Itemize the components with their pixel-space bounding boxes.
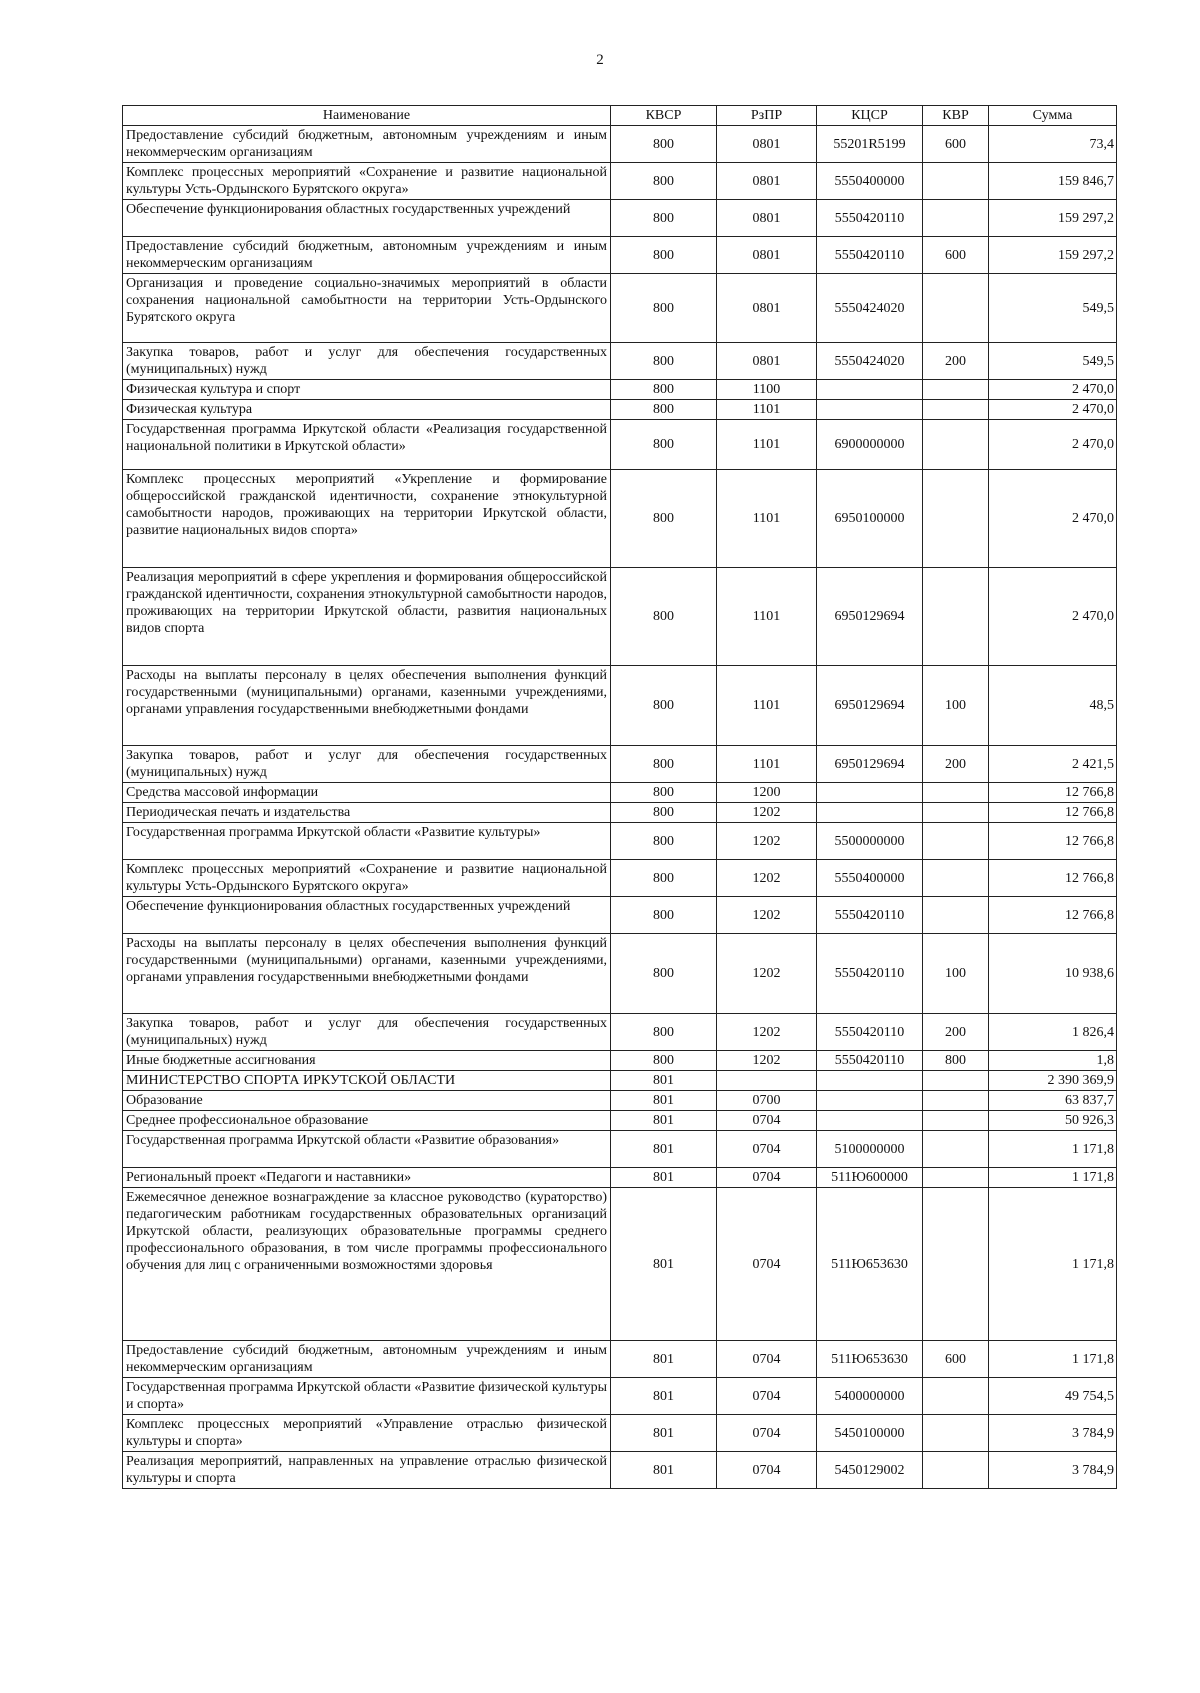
cell-name: Предоставление субсидий бюджетным, автономным учреждениям и иным некоммерческим организациям	[123, 1341, 611, 1378]
cell-kcsr: 5550400000	[817, 163, 923, 200]
cell-name: Государственная программа Иркутской области «Развитие образования»	[123, 1131, 611, 1168]
cell-rzpr: 0704	[717, 1341, 817, 1378]
cell-name: Обеспечение функционирования областных государственных учреждений	[123, 897, 611, 934]
cell-rzpr: 1101	[717, 746, 817, 783]
table-row	[123, 1091, 1117, 1111]
table-row	[123, 1378, 1117, 1415]
cell-kcsr: 6950129694	[817, 568, 923, 666]
cell-rzpr: 0704	[717, 1131, 817, 1168]
cell-sum: 49 754,5	[989, 1378, 1117, 1415]
cell-kvsr: 800	[611, 163, 717, 200]
cell-kvr: 200	[923, 343, 989, 380]
cell-name: Закупка товаров, работ и услуг для обеспечения государственных (муниципальных) нужд	[123, 746, 611, 783]
cell-name: Образование	[123, 1091, 611, 1111]
cell-rzpr: 1202	[717, 803, 817, 823]
cell-kcsr	[817, 783, 923, 803]
header-sum: Сумма	[989, 106, 1117, 126]
cell-kvsr: 801	[611, 1071, 717, 1091]
table-row	[123, 1452, 1117, 1489]
cell-sum: 1,8	[989, 1051, 1117, 1071]
table-row	[123, 568, 1117, 666]
cell-sum: 549,5	[989, 343, 1117, 380]
table-row	[123, 897, 1117, 934]
cell-kvr: 600	[923, 126, 989, 163]
table-row	[123, 400, 1117, 420]
cell-kcsr: 6950129694	[817, 666, 923, 746]
cell-kvr	[923, 1378, 989, 1415]
cell-name: Комплекс процессных мероприятий «Укрепление и формирование общероссийской гражданской идентичности, сохранение этнокультурной самобытности народов, проживающих на территории Иркутской области, развитие национальных видов спорта»	[123, 470, 611, 568]
cell-kvr	[923, 568, 989, 666]
cell-kvr	[923, 400, 989, 420]
cell-kvsr: 800	[611, 274, 717, 343]
header-kcsr: КЦСР	[817, 106, 923, 126]
cell-kvsr: 800	[611, 343, 717, 380]
table-row	[123, 783, 1117, 803]
cell-kvsr: 801	[611, 1341, 717, 1378]
cell-sum: 2 470,0	[989, 380, 1117, 400]
header-kvsr: КВСР	[611, 106, 717, 126]
cell-sum: 1 171,8	[989, 1341, 1117, 1378]
table-row	[123, 1111, 1117, 1131]
table-row	[123, 274, 1117, 343]
table-row	[123, 1341, 1117, 1378]
table-row	[123, 803, 1117, 823]
cell-sum: 2 470,0	[989, 568, 1117, 666]
cell-name: Реализация мероприятий в сфере укрепления и формирования общероссийской гражданской идентичности, сохранения этнокультурной самобытности народов, проживающих на территории Иркутской области, развития национальных видов спорта	[123, 568, 611, 666]
cell-kvsr: 800	[611, 1051, 717, 1071]
table-row	[123, 860, 1117, 897]
cell-kvr: 200	[923, 1014, 989, 1051]
cell-name: Комплекс процессных мероприятий «Сохранение и развитие национальной культуры Усть-Ордынского Бурятского округа»	[123, 163, 611, 200]
table-row	[123, 1071, 1117, 1091]
cell-kcsr: 6950100000	[817, 470, 923, 568]
cell-sum: 1 171,8	[989, 1188, 1117, 1341]
cell-kvr	[923, 860, 989, 897]
table-row	[123, 1014, 1117, 1051]
cell-kvr	[923, 1188, 989, 1341]
cell-sum: 1 171,8	[989, 1131, 1117, 1168]
cell-kvsr: 801	[611, 1091, 717, 1111]
cell-kvsr: 800	[611, 823, 717, 860]
cell-kvsr: 801	[611, 1378, 717, 1415]
cell-rzpr: 1202	[717, 860, 817, 897]
table-row	[123, 1188, 1117, 1341]
table-row	[123, 823, 1117, 860]
cell-sum: 48,5	[989, 666, 1117, 746]
cell-name: Закупка товаров, работ и услуг для обеспечения государственных (муниципальных) нужд	[123, 343, 611, 380]
cell-kvr	[923, 420, 989, 470]
table-row	[123, 237, 1117, 274]
cell-kvsr: 800	[611, 1014, 717, 1051]
table-row	[123, 126, 1117, 163]
cell-rzpr: 1101	[717, 470, 817, 568]
cell-kcsr: 5550424020	[817, 274, 923, 343]
cell-kvsr: 800	[611, 420, 717, 470]
table-row	[123, 163, 1117, 200]
cell-rzpr: 0704	[717, 1378, 817, 1415]
cell-kvr	[923, 897, 989, 934]
cell-kvsr: 800	[611, 568, 717, 666]
cell-kvr: 100	[923, 934, 989, 1014]
cell-kvsr: 800	[611, 126, 717, 163]
cell-name: Физическая культура	[123, 400, 611, 420]
cell-name: Комплекс процессных мероприятий «Сохранение и развитие национальной культуры Усть-Ордынского Бурятского округа»	[123, 860, 611, 897]
table-row	[123, 343, 1117, 380]
cell-kcsr	[817, 1111, 923, 1131]
cell-kvr	[923, 274, 989, 343]
cell-kvr	[923, 1091, 989, 1111]
cell-name: Среднее профессиональное образование	[123, 1111, 611, 1131]
cell-kvr	[923, 783, 989, 803]
cell-rzpr: 1101	[717, 420, 817, 470]
table-row	[123, 666, 1117, 746]
cell-kvsr: 800	[611, 934, 717, 1014]
cell-sum: 3 784,9	[989, 1452, 1117, 1489]
cell-sum: 549,5	[989, 274, 1117, 343]
cell-kcsr: 511Ю653630	[817, 1341, 923, 1378]
cell-name: МИНИСТЕРСТВО СПОРТА ИРКУТСКОЙ ОБЛАСТИ	[123, 1071, 611, 1091]
cell-kcsr	[817, 380, 923, 400]
cell-sum: 159 297,2	[989, 200, 1117, 237]
cell-kcsr: 511Ю600000	[817, 1168, 923, 1188]
cell-rzpr: 0801	[717, 343, 817, 380]
cell-kcsr	[817, 1091, 923, 1111]
table-row	[123, 1131, 1117, 1168]
cell-name: Средства массовой информации	[123, 783, 611, 803]
header-kvr: КВР	[923, 106, 989, 126]
cell-kvsr: 801	[611, 1168, 717, 1188]
cell-name: Предоставление субсидий бюджетным, автономным учреждениям и иным некоммерческим организациям	[123, 237, 611, 274]
cell-kvsr: 801	[611, 1111, 717, 1131]
cell-kvr	[923, 1168, 989, 1188]
cell-sum: 2 470,0	[989, 420, 1117, 470]
table-row	[123, 1415, 1117, 1452]
cell-kcsr: 5550420110	[817, 934, 923, 1014]
cell-kvsr: 800	[611, 803, 717, 823]
cell-kcsr: 5550420110	[817, 897, 923, 934]
cell-kvsr: 801	[611, 1188, 717, 1341]
cell-sum: 1 171,8	[989, 1168, 1117, 1188]
cell-kcsr: 5550424020	[817, 343, 923, 380]
table-row	[123, 420, 1117, 470]
cell-sum: 10 938,6	[989, 934, 1117, 1014]
cell-name: Периодическая печать и издательства	[123, 803, 611, 823]
cell-kvr	[923, 823, 989, 860]
cell-rzpr: 1202	[717, 897, 817, 934]
cell-kcsr: 511Ю653630	[817, 1188, 923, 1341]
cell-sum: 73,4	[989, 126, 1117, 163]
cell-kcsr	[817, 1071, 923, 1091]
cell-kcsr: 5550420110	[817, 237, 923, 274]
cell-kvsr: 800	[611, 897, 717, 934]
cell-kvr: 100	[923, 666, 989, 746]
cell-sum: 1 826,4	[989, 1014, 1117, 1051]
cell-rzpr: 0704	[717, 1111, 817, 1131]
cell-kvsr: 800	[611, 237, 717, 274]
cell-kvsr: 800	[611, 200, 717, 237]
cell-name: Обеспечение функционирования областных государственных учреждений	[123, 200, 611, 237]
cell-kcsr: 6950129694	[817, 746, 923, 783]
cell-name: Закупка товаров, работ и услуг для обеспечения государственных (муниципальных) нужд	[123, 1014, 611, 1051]
cell-sum: 12 766,8	[989, 860, 1117, 897]
cell-sum: 12 766,8	[989, 897, 1117, 934]
cell-rzpr: 0704	[717, 1168, 817, 1188]
cell-kvr: 600	[923, 1341, 989, 1378]
cell-kvr: 200	[923, 746, 989, 783]
cell-name: Ежемесячное денежное вознаграждение за классное руководство (кураторство) педагогическим работникам государственных образовательных организаций Иркутской области, реализующих образовательные программы среднего профессионального образования, в том числе программы профессионального обучения для лиц с ограниченными возможностями здоровья	[123, 1188, 611, 1341]
cell-sum: 12 766,8	[989, 783, 1117, 803]
cell-name: Комплекс процессных мероприятий «Управление отраслью физической культуры и спорта»	[123, 1415, 611, 1452]
cell-rzpr: 0801	[717, 126, 817, 163]
cell-sum: 159 297,2	[989, 237, 1117, 274]
cell-sum: 2 470,0	[989, 400, 1117, 420]
cell-kvsr: 800	[611, 746, 717, 783]
header-name: Наименование	[123, 106, 611, 126]
cell-kcsr: 5550420110	[817, 1051, 923, 1071]
cell-kcsr: 5450129002	[817, 1452, 923, 1489]
cell-sum: 159 846,7	[989, 163, 1117, 200]
cell-kvr	[923, 163, 989, 200]
cell-kcsr: 5550400000	[817, 860, 923, 897]
cell-kvr	[923, 1415, 989, 1452]
table-row	[123, 1051, 1117, 1071]
cell-rzpr: 0704	[717, 1188, 817, 1341]
cell-name: Организация и проведение социально-значимых мероприятий в области сохранения национальной самобытности на территории Усть-Ордынского Бурятского округа	[123, 274, 611, 343]
cell-name: Государственная программа Иркутской области «Развитие культуры»	[123, 823, 611, 860]
cell-rzpr: 1202	[717, 1014, 817, 1051]
cell-kcsr: 5100000000	[817, 1131, 923, 1168]
cell-rzpr: 1100	[717, 380, 817, 400]
cell-kvr	[923, 1111, 989, 1131]
table-row	[123, 746, 1117, 783]
table-body	[123, 126, 1117, 1489]
cell-rzpr: 0700	[717, 1091, 817, 1111]
cell-rzpr: 0801	[717, 163, 817, 200]
cell-kcsr: 5500000000	[817, 823, 923, 860]
cell-sum: 2 390 369,9	[989, 1071, 1117, 1091]
cell-kcsr: 5450100000	[817, 1415, 923, 1452]
cell-name: Предоставление субсидий бюджетным, автономным учреждениям и иным некоммерческим организациям	[123, 126, 611, 163]
cell-kvr	[923, 803, 989, 823]
cell-kvr	[923, 200, 989, 237]
cell-kcsr: 5400000000	[817, 1378, 923, 1415]
cell-kcsr	[817, 400, 923, 420]
cell-rzpr	[717, 1071, 817, 1091]
cell-rzpr: 1101	[717, 400, 817, 420]
cell-kvr	[923, 380, 989, 400]
cell-rzpr: 0704	[717, 1452, 817, 1489]
cell-kvsr: 800	[611, 666, 717, 746]
cell-sum: 2 421,5	[989, 746, 1117, 783]
cell-name: Реализация мероприятий, направленных на управление отраслью физической культуры и спорта	[123, 1452, 611, 1489]
cell-name: Региональный проект «Педагоги и наставники»	[123, 1168, 611, 1188]
cell-rzpr: 0801	[717, 237, 817, 274]
table-row	[123, 380, 1117, 400]
header-rzpr: РзПР	[717, 106, 817, 126]
cell-kcsr: 5550420110	[817, 1014, 923, 1051]
cell-kvsr: 800	[611, 860, 717, 897]
cell-rzpr: 0801	[717, 274, 817, 343]
cell-kvsr: 801	[611, 1131, 717, 1168]
cell-sum: 63 837,7	[989, 1091, 1117, 1111]
cell-rzpr: 1202	[717, 1051, 817, 1071]
cell-sum: 3 784,9	[989, 1415, 1117, 1452]
cell-name: Иные бюджетные ассигнования	[123, 1051, 611, 1071]
cell-rzpr: 0801	[717, 200, 817, 237]
cell-kvsr: 800	[611, 380, 717, 400]
cell-sum: 50 926,3	[989, 1111, 1117, 1131]
cell-rzpr: 0704	[717, 1415, 817, 1452]
budget-table	[122, 105, 1117, 1489]
cell-sum: 12 766,8	[989, 803, 1117, 823]
cell-kvsr: 800	[611, 400, 717, 420]
cell-rzpr: 1202	[717, 934, 817, 1014]
cell-name: Государственная программа Иркутской области «Развитие физической культуры и спорта»	[123, 1378, 611, 1415]
cell-kvr	[923, 1131, 989, 1168]
cell-name: Расходы на выплаты персоналу в целях обеспечения выполнения функций государственными (муниципальными) органами, казенными учреждениями, органами управления государственными внебюджетными фондами	[123, 666, 611, 746]
cell-rzpr: 1101	[717, 568, 817, 666]
table-row	[123, 934, 1117, 1014]
cell-kvsr: 800	[611, 470, 717, 568]
cell-kvr	[923, 1452, 989, 1489]
page-number: 2	[596, 52, 604, 68]
cell-kcsr: 5550420110	[817, 200, 923, 237]
table-row	[123, 470, 1117, 568]
table-header-row	[123, 106, 1117, 126]
cell-kvr: 600	[923, 237, 989, 274]
cell-kcsr	[817, 803, 923, 823]
cell-rzpr: 1101	[717, 666, 817, 746]
cell-kvsr: 800	[611, 783, 717, 803]
cell-rzpr: 1202	[717, 823, 817, 860]
cell-sum: 12 766,8	[989, 823, 1117, 860]
cell-kvr	[923, 470, 989, 568]
cell-kvsr: 801	[611, 1415, 717, 1452]
cell-kcsr: 6900000000	[817, 420, 923, 470]
cell-sum: 2 470,0	[989, 470, 1117, 568]
cell-kvr: 800	[923, 1051, 989, 1071]
cell-name: Расходы на выплаты персоналу в целях обеспечения выполнения функций государственными (муниципальными) органами, казенными учреждениями, органами управления государственными внебюджетными фондами	[123, 934, 611, 1014]
cell-rzpr: 1200	[717, 783, 817, 803]
cell-kcsr: 55201R5199	[817, 126, 923, 163]
cell-kvsr: 801	[611, 1452, 717, 1489]
cell-kvr	[923, 1071, 989, 1091]
table-row	[123, 200, 1117, 237]
table-row	[123, 1168, 1117, 1188]
cell-name: Физическая культура и спорт	[123, 380, 611, 400]
cell-name: Государственная программа Иркутской области «Реализация государственной национальной политики в Иркутской области»	[123, 420, 611, 470]
